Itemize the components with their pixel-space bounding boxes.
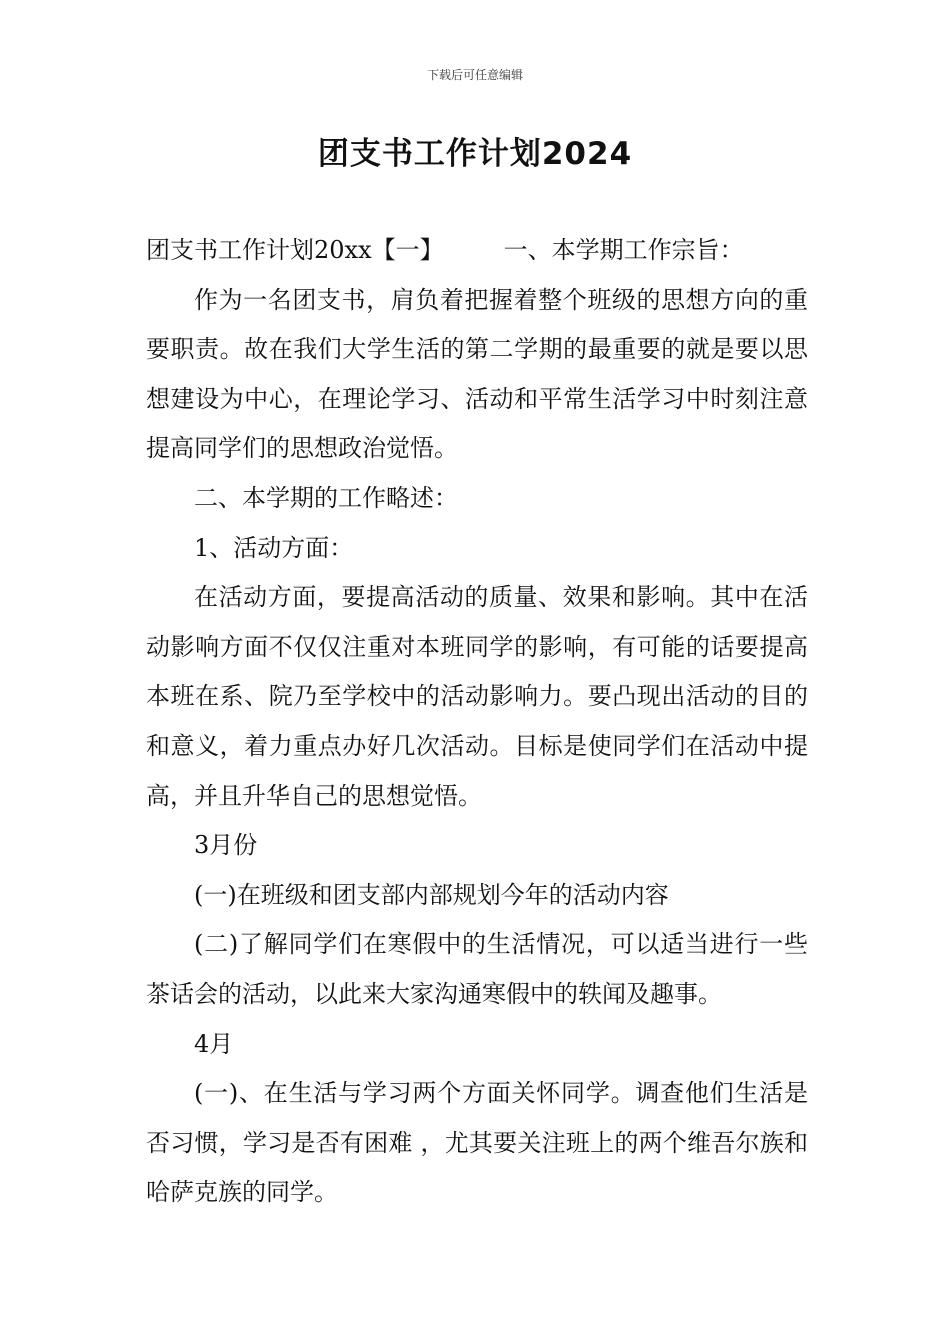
- subsection-activities-heading: 1、活动方面：: [194, 533, 354, 562]
- paragraph-activities: 在活动方面，要提高活动的质量、效果和影响。其中在活动影响方面不仅仅注重对本班同学的影响，有可能的话要提高本班在系、院乃至学校中的活动影响力。要凸现出活动的目的和意义，着力重点办好几次活动。目标是使同学们在活动中提高，并且升华自己的思想觉悟。: [146, 583, 808, 810]
- plan-subtitle: 团支书工作计划20xx【一】: [146, 236, 444, 264]
- month-april-heading: 4月: [194, 1029, 234, 1058]
- page-header-note: 下载后可任意编辑: [426, 68, 523, 82]
- section-one-heading: 一、本学期工作宗旨：: [503, 236, 744, 264]
- document-body: [146, 226, 808, 1218]
- document-title: 团支书工作计划2024: [317, 136, 633, 172]
- section-two-heading: 二、本学期的工作略述：: [194, 483, 458, 512]
- section-heading-line: [146, 226, 808, 276]
- april-item-1: (一)、在生活与学习两个方面关怀同学。调查他们生活是否习惯，学习是否有困难 ，尤其要关注班上的两个维吾尔族和哈萨克族的同学。: [146, 1079, 808, 1207]
- march-item-2: (二)了解同学们在寒假中的生活情况，可以适当进行一些茶话会的活动，以此来大家沟通寒假中的轶闻及趣事。: [146, 930, 808, 1008]
- march-item-1: (一)在班级和团支部内部规划今年的活动内容: [194, 880, 669, 909]
- paragraph-work-purpose: 作为一名团支书，肩负着把握着整个班级的思想方向的重要职责。故在我们大学生活的第二学期的最重要的就是要以思想建设为中心，在理论学习、活动和平常生活学习中时刻注意提高同学们的思想政治觉悟。: [146, 285, 808, 463]
- month-march-heading: 3月份: [194, 831, 258, 860]
